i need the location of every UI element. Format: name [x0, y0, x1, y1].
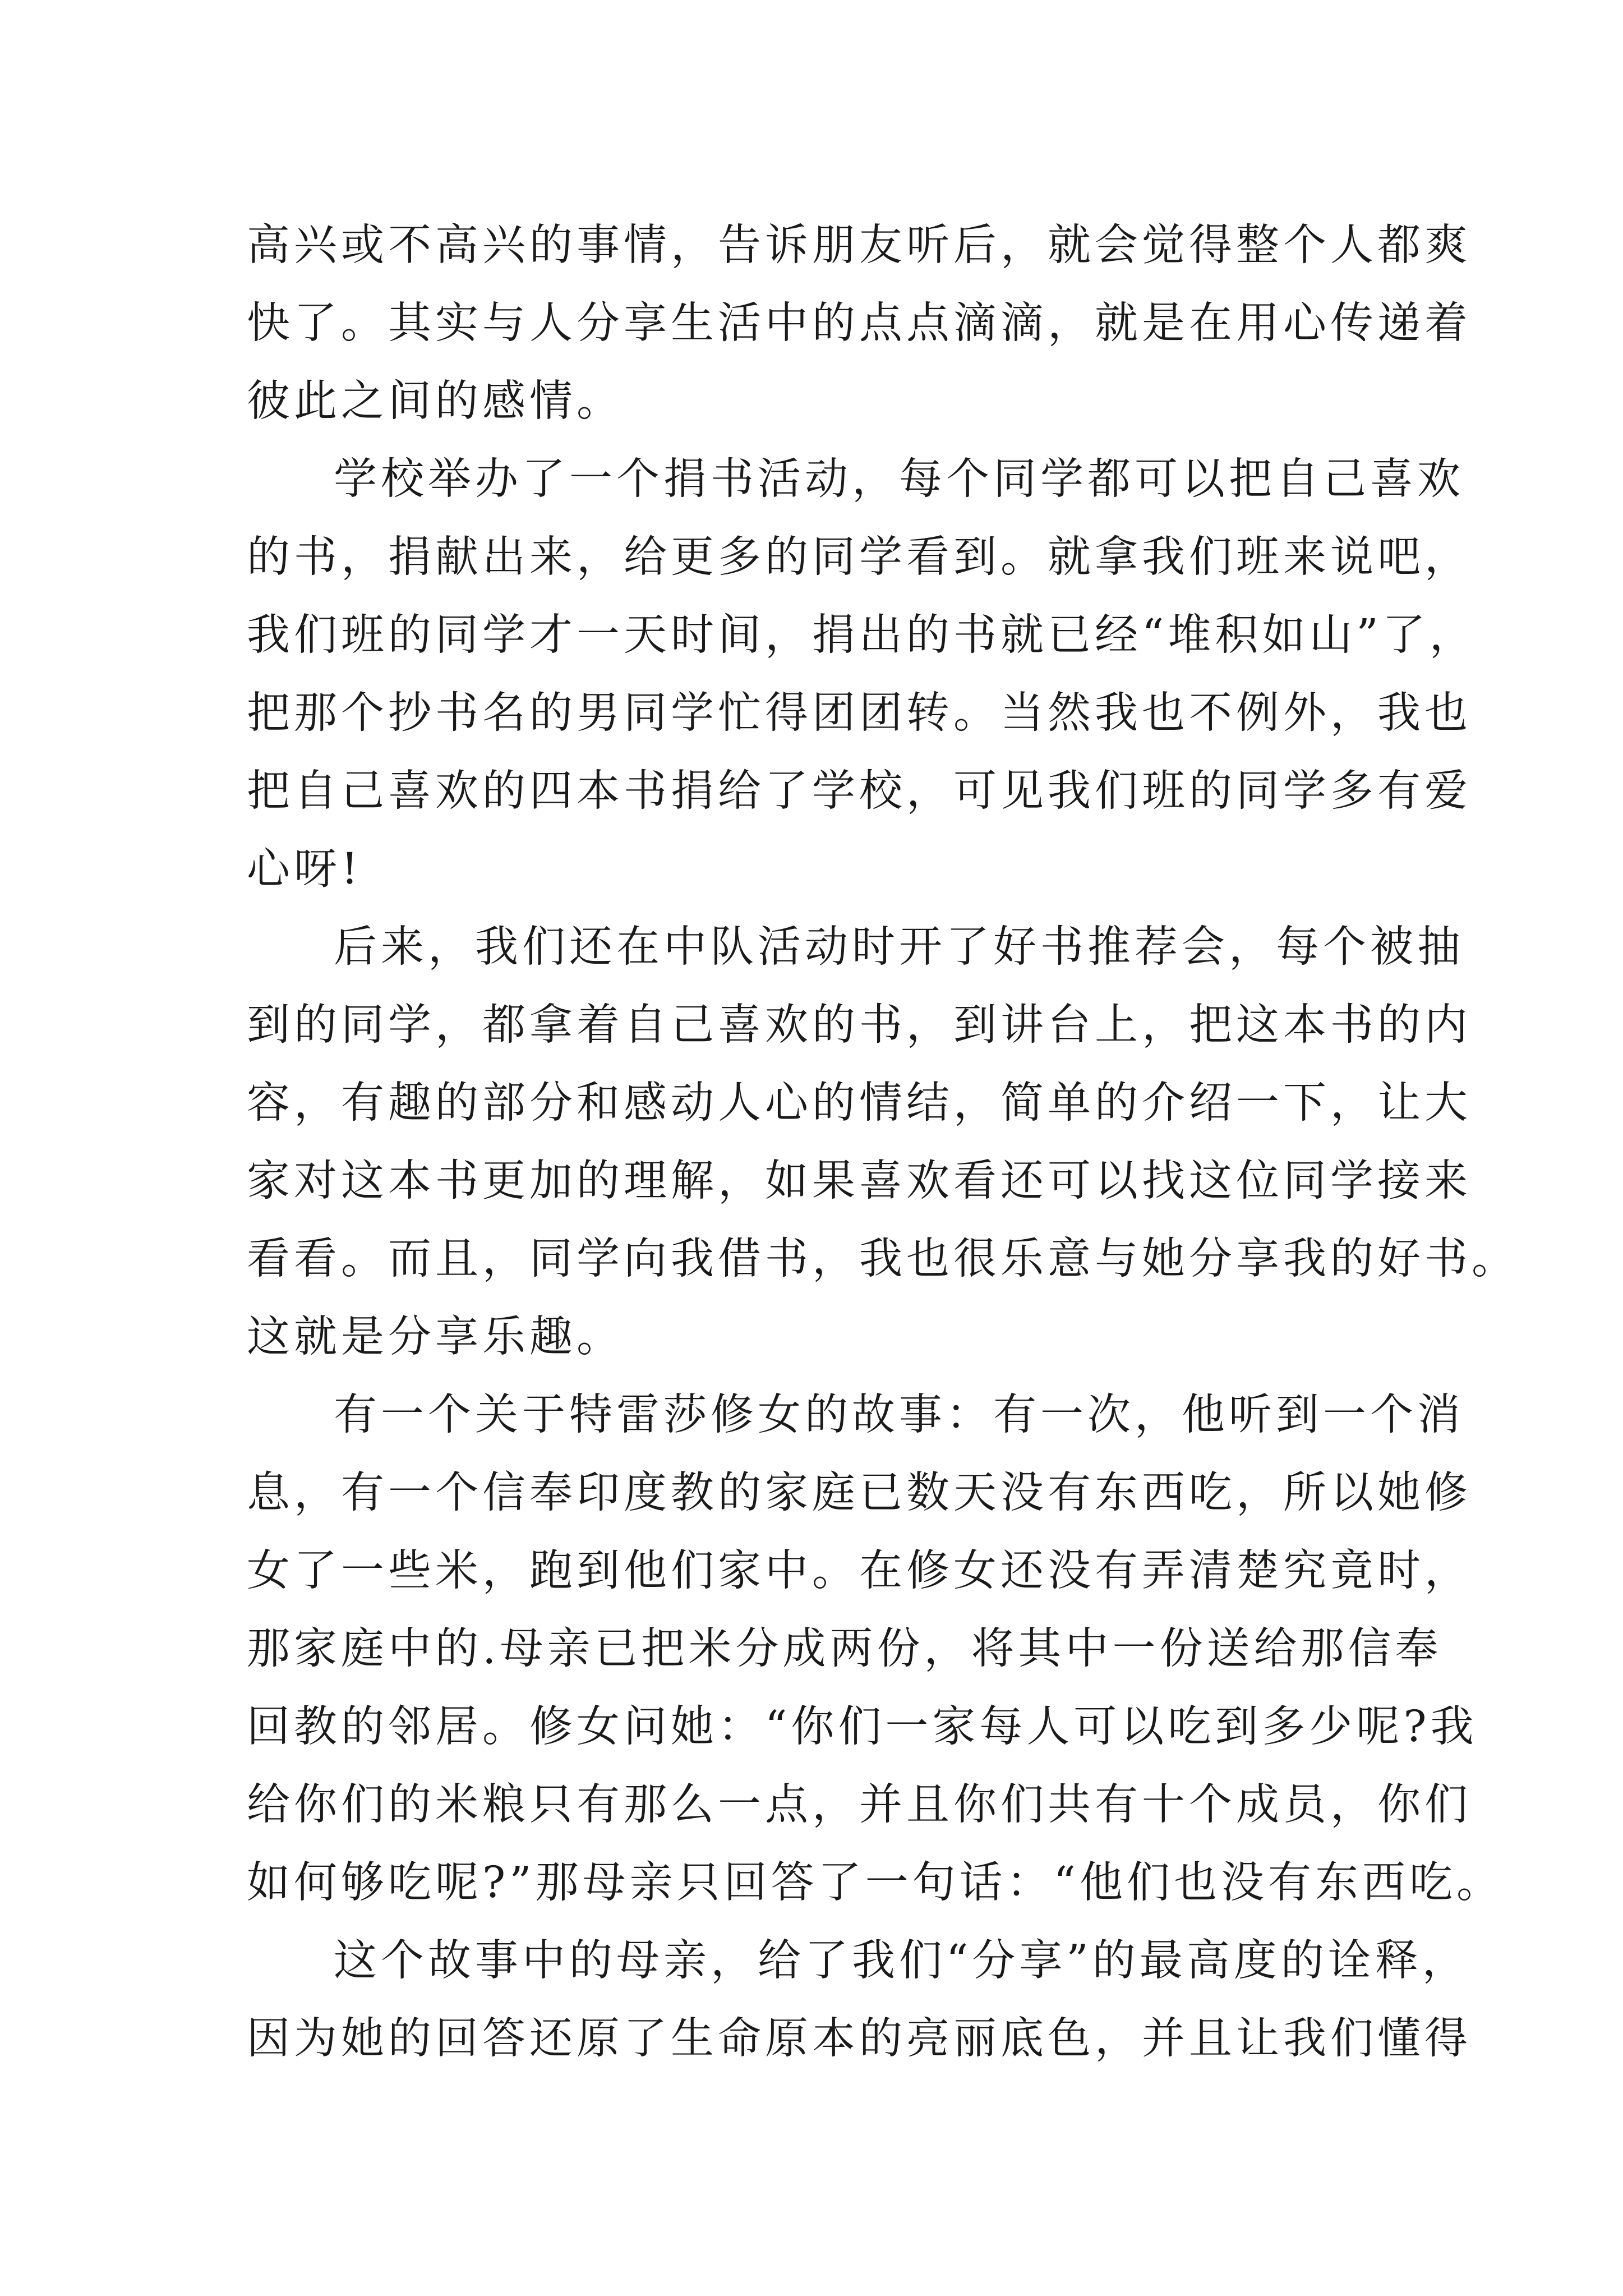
text-line: 家对这本书更加的理解，如果喜欢看还可以找这位同学接来: [247, 1156, 1472, 1206]
text-line: 彼此之间的感情。: [247, 376, 624, 426]
paragraph-first-line: 这个故事中的母亲，给了我们“分享”的最高度的诠释，: [334, 1936, 1469, 1986]
text-line: 心呀!: [247, 844, 362, 894]
text-line: 到的同学，都拿着自己喜欢的书，到讲台上，把这本书的内: [247, 1000, 1472, 1050]
text-line: 把那个抄书名的男同学忙得团团转。当然我也不例外，我也: [247, 688, 1472, 738]
paragraph-first-line: 学校举办了一个捐书活动，每个同学都可以把自己喜欢: [334, 454, 1464, 504]
text-line: 回教的邻居。修女问她：“你们一家每人可以吃到多少呢?我: [247, 1702, 1478, 1752]
text-line: 看看。而且，同学向我借书，我也很乐意与她分享我的好书。: [247, 1234, 1519, 1284]
text-line: 容，有趣的部分和感动人心的情结，简单的介绍一下，让大: [247, 1078, 1472, 1128]
paragraph-first-line: 后来，我们还在中队活动时开了好书推荐会，每个被抽: [334, 922, 1464, 972]
text-line: 那家庭中的.母亲已把米分成两份，将其中一份送给那信奉: [247, 1624, 1442, 1674]
text-line: 这就是分享乐趣。: [247, 1312, 624, 1362]
text-line: 快了。其实与人分享生活中的点点滴滴，就是在用心传递着: [247, 298, 1472, 348]
document-body: [247, 206, 1519, 2078]
text-line: 的书，捐献出来，给更多的同学看到。就拿我们班来说吧，: [247, 532, 1472, 582]
paragraph-first-line: 有一个关于特雷莎修女的故事：有一次，他听到一个消: [334, 1390, 1464, 1440]
text-line: 因为她的回答还原了生命原本的亮丽底色，并且让我们懂得: [247, 2014, 1472, 2064]
text-line: 如何够吃呢?”那母亲只回答了一句话：“他们也没有东西吃。: [247, 1858, 1504, 1908]
text-line: 高兴或不高兴的事情，告诉朋友听后，就会觉得整个人都爽: [247, 220, 1472, 270]
text-line: 女了一些米，跑到他们家中。在修女还没有弄清楚究竟时，: [247, 1546, 1472, 1596]
text-line: 我们班的同学才一天时间，捐出的书就已经“堆积如山”了，: [247, 610, 1477, 660]
text-line: 息，有一个信奉印度教的家庭已数天没有东西吃，所以她修: [247, 1468, 1472, 1518]
text-line: 把自己喜欢的四本书捐给了学校，可见我们班的同学多有爱: [247, 766, 1472, 816]
text-line: 给你们的米粮只有那么一点，并且你们共有十个成员，你们: [247, 1780, 1472, 1830]
